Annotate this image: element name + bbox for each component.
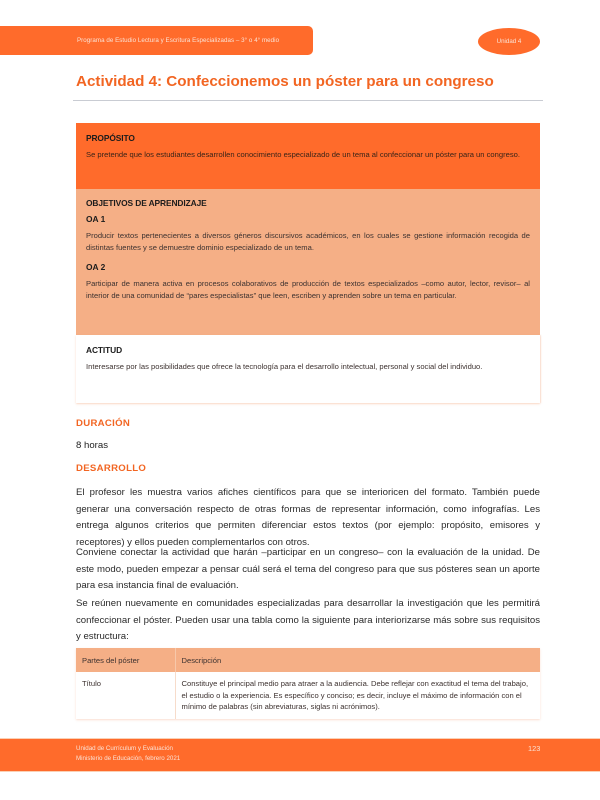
- duracion-heading: DURACIÓN: [76, 418, 131, 429]
- footer-ministry-date: Ministerio de Educación, febrero 2021: [76, 755, 181, 762]
- program-title: Programa de Estudio Lectura y Escritura Especializadas – 3° o 4° medio: [77, 37, 280, 44]
- footer-org: Unidad de Currículum y Evaluación: [76, 745, 173, 752]
- objetivos-box: [76, 189, 540, 335]
- oa1-text: Producir textos pertenecientes a diversos géneros discursivos académicos, en los cuales se gestione información recogida de distintas fuentes y se demuestre dominio especializado de un tema.: [86, 231, 530, 252]
- table-row: [76, 672, 540, 719]
- table-cell-description: Constituye el principal medio para atraer a la audiencia. Debe reflejar con exactitud el tema del trabajo, el estudio o la experiencia. Es específico y conciso; es decir, incluye el máximo de información con el mínimo de palabras (sin abreviaturas, siglas ni acrónimos).: [175, 672, 540, 719]
- proposito-text: Se pretende que los estudiantes desarrollen conocimiento especializado de un tema al confeccionar un póster para un congreso.: [86, 150, 520, 159]
- objetivos-heading: OBJETIVOS DE APRENDIZAJE: [86, 198, 207, 208]
- desarrollo-paragraph: Conviene conectar la actividad que harán –participar en un congreso– con la evaluación de la unidad. De este modo, pueden empezar a pensar cuál será el tema del congreso para que sus pósteres sean un aporte para esa instancia final de evaluación.: [76, 547, 540, 591]
- actitud-box: [76, 335, 540, 403]
- unit-badge: [478, 28, 540, 55]
- desarrollo-heading: DESARROLLO: [76, 463, 147, 474]
- actitud-text: Interesarse por las posibilidades que ofrece la tecnología para el desarrollo intelectual, personal y social del individuo.: [86, 362, 483, 371]
- table-cell-part: Título: [76, 672, 175, 719]
- program-header-bar: [0, 26, 313, 55]
- duracion-value: 8 horas: [76, 440, 108, 451]
- title-divider: [73, 100, 543, 101]
- oa2-text: Participar de manera activa en procesos colaborativos de producción de textos especializados –como autor, lector, revisor– al interior de una comunidad de “pares especialistas” que leen, escriben y aprenden sobre un tema en particular.: [86, 279, 530, 300]
- table-header-row: [76, 648, 540, 672]
- desarrollo-paragraph: Se reúnen nuevamente en comunidades especializadas para desarrollar la investigación que les permitirá confeccionar el póster. Pueden usar una tabla como la siguiente para interiorizarse más sobre sus requisitos y estructura:: [76, 598, 540, 642]
- page-number: 123: [528, 744, 541, 753]
- proposito-heading: PROPÓSITO: [86, 133, 135, 143]
- column-header-parts: Partes del póster: [76, 648, 175, 672]
- column-header-description: Descripción: [175, 648, 540, 672]
- oa1-code: OA 1: [86, 214, 106, 224]
- oa2-code: OA 2: [86, 262, 106, 272]
- desarrollo-paragraph: El profesor les muestra varios afiches científicos para que se interioricen del formato. También puede generar una conversación respecto de otras formas de representar información, como infografías. Les entrega algunos criterios que permiten diferenciar estos textos (por ejemplo: propósito, emisores y receptores) y ellos pueden complementarlos con otros.: [76, 487, 540, 548]
- page-title: Actividad 4: Confeccionemos un póster para un congreso: [76, 73, 494, 90]
- poster-parts-table: [76, 648, 540, 719]
- unit-label: Unidad 4: [496, 38, 522, 45]
- actitud-heading: ACTITUD: [86, 345, 123, 355]
- proposito-box: [76, 123, 540, 189]
